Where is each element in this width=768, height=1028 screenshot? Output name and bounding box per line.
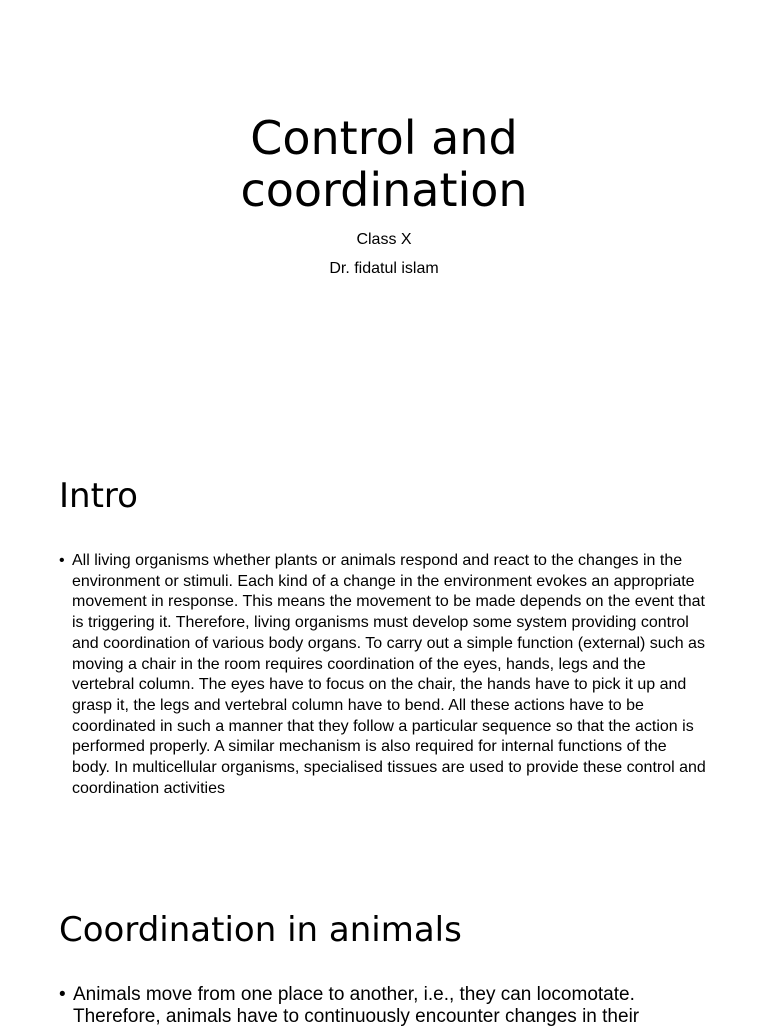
coordination-bullet-item: • Animals move from one place to another, i.e., they can locomotate. Therefore, animals have to continuously encounter changes in their xyxy=(59,984,709,1028)
coordination-heading: Coordination in animals xyxy=(59,910,462,950)
intro-bullet-item: • All living organisms whether plants or animals respond and react to the changes in the environment or stimuli. Each kind of a change in the environment evokes an appropriate movement in response. This means the movement to be made depends on the event that is triggering it. Therefore, living organisms must develop some system providing control and coordination of various body organs. To carry out a simple function (external) such as moving a chair in the room requires coordination of the eyes, hands, legs and the vertebral column. The eyes have to focus on the chair, the hands have to pick it up and grasp it, the legs and vertebral column have to bend. All these actions have to be coordinated in such a manner that they follow a particular sequence so that the action is performed properly. A similar mechanism is also required for internal functions of the body. In multicellular organisms, specialised tissues are used to provide these control and coordination activities xyxy=(59,551,709,799)
intro-heading: Intro xyxy=(59,476,138,516)
author-name: Dr. fidatul islam xyxy=(329,260,439,277)
coordination-slide xyxy=(0,864,768,1027)
intro-slide xyxy=(0,432,768,864)
intro-bullet-list xyxy=(59,551,709,799)
coordination-bullet-list xyxy=(59,984,709,1028)
title-line-1: Control and xyxy=(250,111,518,165)
slide-title xyxy=(0,112,768,216)
title-line-2: coordination xyxy=(240,163,528,217)
class-label: Class X xyxy=(356,231,412,248)
title-slide xyxy=(0,0,768,432)
